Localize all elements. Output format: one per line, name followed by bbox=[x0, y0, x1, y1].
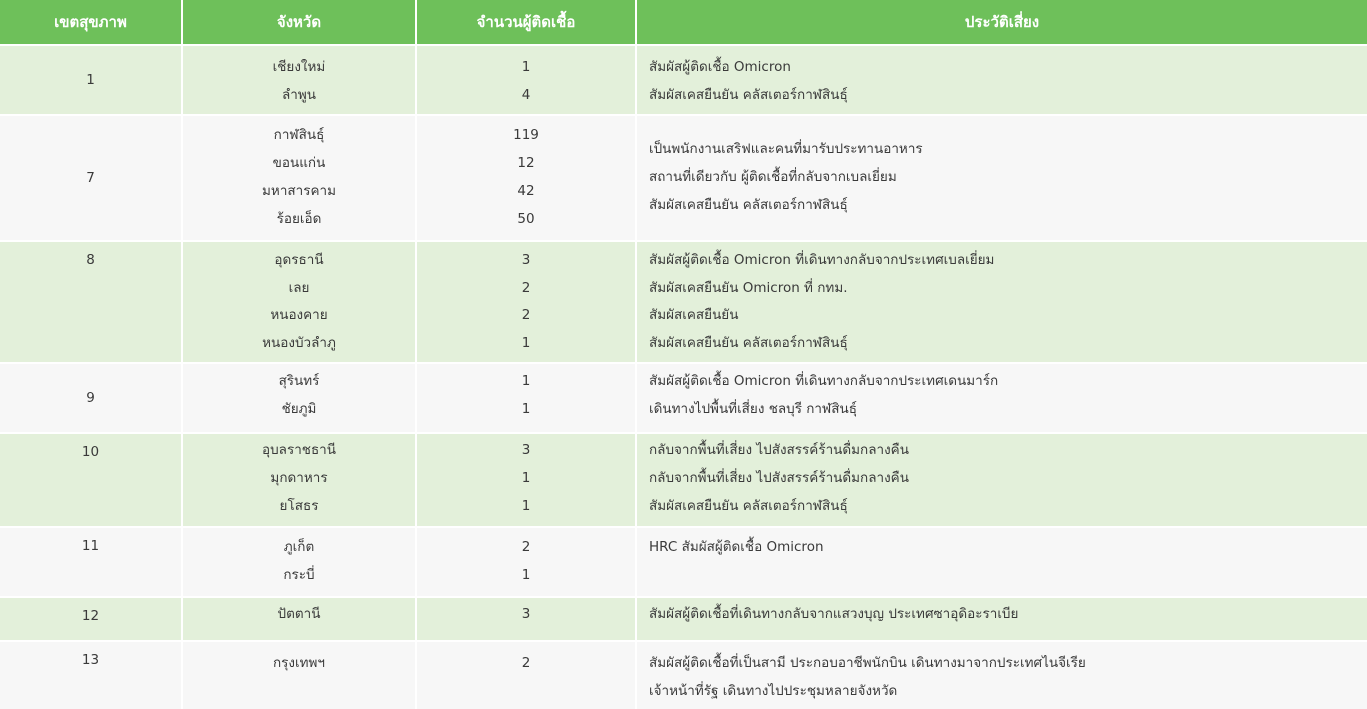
province-cell bbox=[183, 46, 415, 114]
risk-history: เจ้าหน้าที่รัฐ เดินทางไปประชุมหลายจังหวัด bbox=[649, 683, 898, 699]
region-cell bbox=[0, 434, 181, 526]
column-divider bbox=[635, 364, 637, 432]
risk-history: สัมผัสเคสยืนยัน คลัสเตอร์กาฬสินธุ์ bbox=[649, 335, 848, 351]
province-name: สุรินทร์ bbox=[278, 373, 320, 389]
region-cell bbox=[0, 364, 181, 432]
case-count: 2 bbox=[521, 539, 531, 555]
risk-history: สัมผัสเคสยืนยัน คลัสเตอร์กาฬสินธุ์ bbox=[649, 498, 848, 514]
province-cell bbox=[183, 598, 415, 640]
case-count: 1 bbox=[521, 59, 531, 75]
region-number: 12 bbox=[81, 608, 100, 624]
case-count: 3 bbox=[521, 606, 531, 622]
case-count: 1 bbox=[521, 335, 531, 351]
column-divider bbox=[635, 242, 637, 362]
risk-history: สัมผัสเคสยืนยัน Omicron ที่ กทม. bbox=[649, 280, 848, 296]
count-cell bbox=[417, 642, 635, 709]
column-divider bbox=[635, 116, 637, 240]
case-count: 50 bbox=[517, 211, 535, 227]
province-name: ชัยภูมิ bbox=[281, 401, 317, 417]
province-name: มหาสารคาม bbox=[262, 183, 336, 199]
region-number: 8 bbox=[86, 252, 95, 268]
case-count: 119 bbox=[513, 127, 539, 143]
region-number: 11 bbox=[81, 538, 100, 554]
region-number: 13 bbox=[81, 652, 100, 668]
province-cell bbox=[183, 116, 415, 240]
risk-history: สัมผัสผู้ติดเชื้อ Omicron ที่เดินทางกลับจากประเทศเบลเยี่ยม bbox=[649, 252, 995, 268]
risk-history: สัมผัสผู้ติดเชื้อที่เดินทางกลับจากแสวงบุญ ประเทศซาอุดิอะราเบีย bbox=[649, 606, 1019, 622]
risk-history: เดินทางไปพื้นที่เสี่ยง ชลบุรี กาฬสินธุ์ bbox=[649, 401, 857, 417]
column-divider bbox=[635, 46, 637, 114]
region-number: 10 bbox=[81, 444, 100, 460]
province-name: ขอนแก่น bbox=[272, 155, 326, 171]
case-count: 1 bbox=[521, 498, 531, 514]
case-count: 12 bbox=[517, 155, 535, 171]
risk-history: HRC สัมผัสผู้ติดเชื้อ Omicron bbox=[649, 539, 824, 555]
case-count: 1 bbox=[521, 373, 531, 389]
count-cell bbox=[417, 434, 635, 526]
count-cell bbox=[417, 364, 635, 432]
province-name: หนองคาย bbox=[270, 307, 328, 323]
province-cell bbox=[183, 642, 415, 709]
case-count: 3 bbox=[521, 252, 531, 268]
case-count: 3 bbox=[521, 442, 531, 458]
region-cell bbox=[0, 598, 181, 640]
table-row bbox=[0, 242, 1367, 362]
case-count: 2 bbox=[521, 655, 531, 671]
risk-history: สัมผัสผู้ติดเชื้อ Omicron ที่เดินทางกลับจากประเทศเดนมาร์ก bbox=[649, 373, 999, 389]
province-name: อุดรธานี bbox=[274, 252, 324, 268]
province-name: ร้อยเอ็ด bbox=[276, 211, 322, 227]
history-cell bbox=[649, 528, 1359, 596]
case-count: 1 bbox=[521, 470, 531, 486]
history-cell bbox=[649, 642, 1359, 709]
risk-history: สัมผัสเคสยืนยัน bbox=[649, 307, 739, 323]
risk-history: สัมผัสผู้ติดเชื้อที่เป็นสามี ประกอบอาชีพนักบิน เดินทางมาจากประเทศไนจีเรีย bbox=[649, 655, 1086, 671]
header-history: ประวัติเสี่ยง bbox=[637, 0, 1367, 44]
province-name: หนองบัวลำภู bbox=[262, 335, 336, 351]
table-row bbox=[0, 642, 1367, 709]
case-count: 2 bbox=[521, 307, 531, 323]
province-cell bbox=[183, 434, 415, 526]
province-name: ปัตตานี bbox=[277, 606, 321, 622]
history-cell bbox=[649, 116, 1359, 240]
province-name: ลำพูน bbox=[282, 87, 316, 103]
risk-history: สัมผัสเคสยืนยัน คลัสเตอร์กาฬสินธุ์ bbox=[649, 197, 848, 213]
count-cell bbox=[417, 528, 635, 596]
risk-history: สัมผัสผู้ติดเชื้อ Omicron bbox=[649, 59, 791, 75]
province-name: ยโสธร bbox=[279, 498, 319, 514]
column-divider bbox=[635, 434, 637, 526]
region-cell bbox=[0, 116, 181, 240]
province-name: อุบลราชธานี bbox=[262, 442, 336, 458]
region-cell bbox=[0, 528, 181, 596]
count-cell bbox=[417, 242, 635, 362]
table-row bbox=[0, 598, 1367, 640]
region-number: 7 bbox=[86, 170, 95, 186]
table-row bbox=[0, 116, 1367, 240]
history-cell bbox=[649, 242, 1359, 362]
risk-history: สัมผัสเคสยืนยัน คลัสเตอร์กาฬสินธุ์ bbox=[649, 87, 848, 103]
count-cell bbox=[417, 46, 635, 114]
region-number: 9 bbox=[86, 390, 95, 406]
province-cell bbox=[183, 242, 415, 362]
risk-history: กลับจากพื้นที่เสี่ยง ไปสังสรรค์ร้านดื่มกลางคืน bbox=[649, 442, 909, 458]
column-divider bbox=[635, 642, 637, 709]
case-count: 42 bbox=[517, 183, 535, 199]
region-cell bbox=[0, 242, 181, 362]
column-divider bbox=[635, 528, 637, 596]
table-row bbox=[0, 364, 1367, 432]
history-cell bbox=[649, 46, 1359, 114]
case-count: 2 bbox=[521, 280, 531, 296]
history-cell bbox=[649, 434, 1359, 526]
risk-history: กลับจากพื้นที่เสี่ยง ไปสังสรรค์ร้านดื่มกลางคืน bbox=[649, 470, 909, 486]
risk-history: เป็นพนักงานเสริฟและคนที่มารับประทานอาหาร bbox=[649, 141, 923, 157]
region-number: 1 bbox=[86, 72, 95, 88]
header-count: จำนวนผู้ติดเชื้อ bbox=[417, 0, 635, 44]
table-row bbox=[0, 434, 1367, 526]
province-name: ภูเก็ต bbox=[283, 539, 315, 555]
table-row bbox=[0, 46, 1367, 114]
province-name: กาฬสินธุ์ bbox=[273, 127, 325, 143]
count-cell bbox=[417, 598, 635, 640]
province-name: เลย bbox=[288, 280, 310, 296]
region-cell bbox=[0, 46, 181, 114]
history-cell bbox=[649, 364, 1359, 432]
province-name: กระบี่ bbox=[283, 567, 315, 583]
table-row bbox=[0, 528, 1367, 596]
province-cell bbox=[183, 528, 415, 596]
risk-history: สถานที่เดียวกับ ผู้ติดเชื้อที่กลับจากเบลเยี่ยม bbox=[649, 169, 897, 185]
province-name: กรุงเทพฯ bbox=[272, 655, 325, 671]
header-region: เขตสุขภาพ bbox=[0, 0, 181, 44]
column-divider bbox=[635, 598, 637, 640]
case-count: 4 bbox=[521, 87, 531, 103]
case-count: 1 bbox=[521, 401, 531, 417]
province-name: เชียงใหม่ bbox=[272, 59, 326, 75]
history-cell bbox=[649, 598, 1359, 640]
case-count: 1 bbox=[521, 567, 531, 583]
province-cell bbox=[183, 364, 415, 432]
header-province: จังหวัด bbox=[183, 0, 415, 44]
region-cell bbox=[0, 642, 181, 709]
count-cell bbox=[417, 116, 635, 240]
province-name: มุกดาหาร bbox=[270, 470, 328, 486]
